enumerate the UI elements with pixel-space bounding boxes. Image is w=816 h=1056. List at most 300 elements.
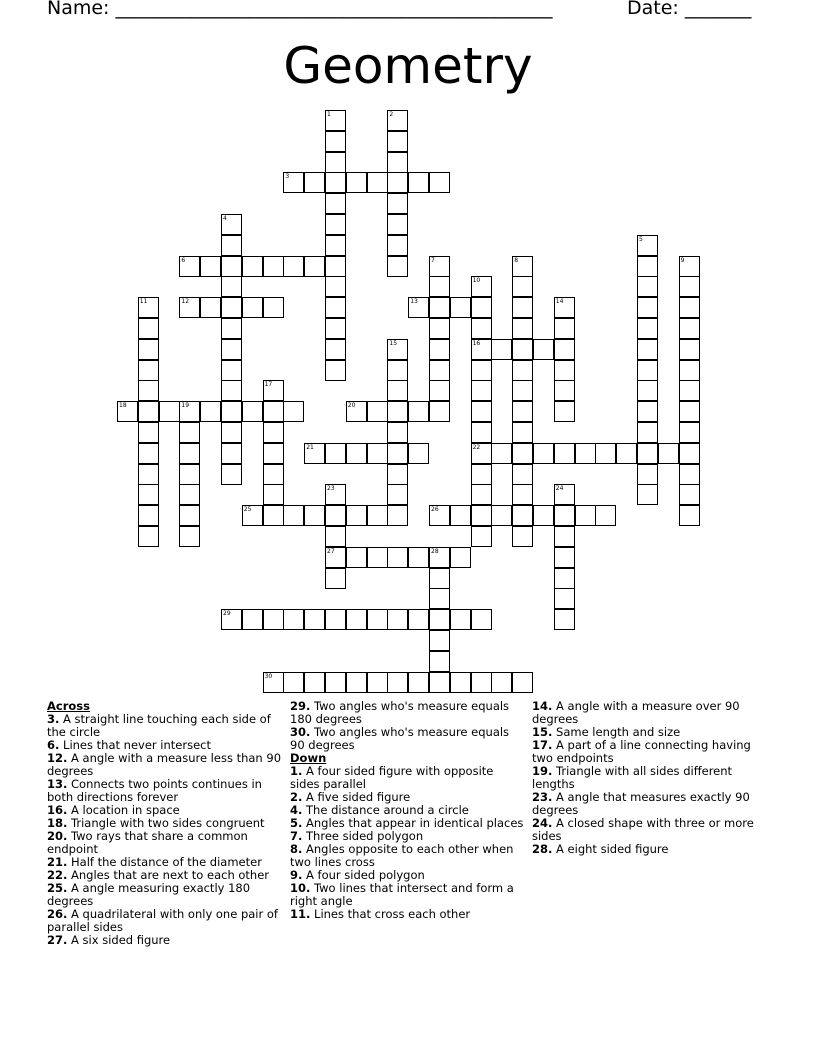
grid-cell[interactable]	[637, 276, 658, 297]
grid-cell[interactable]	[679, 318, 700, 339]
grid-cell[interactable]	[387, 380, 408, 401]
grid-cell[interactable]	[679, 360, 700, 381]
clue-number: 17.	[532, 738, 553, 752]
clue-text: A location in space	[71, 803, 180, 817]
grid-cell[interactable]	[387, 484, 408, 505]
grid-cell[interactable]	[637, 318, 658, 339]
grid-cell[interactable]	[387, 214, 408, 235]
grid-cell[interactable]	[387, 464, 408, 485]
clue-text: Triangle with two sides congruent	[71, 816, 265, 830]
grid-cell[interactable]	[554, 505, 575, 526]
grid-cell[interactable]	[325, 172, 346, 193]
grid-cell[interactable]	[221, 464, 242, 485]
clue-number: 11.	[290, 907, 311, 921]
grid-cell[interactable]	[263, 464, 284, 485]
clue-text: A five sided figure	[306, 790, 411, 804]
grid-cell[interactable]	[325, 505, 346, 526]
grid-cell[interactable]	[471, 422, 492, 443]
clue-text: A angle with a measure over 90 degrees	[532, 699, 740, 726]
clue-number-label: 10	[472, 277, 481, 285]
clue-number: 21.	[47, 855, 68, 869]
grid-cell[interactable]	[263, 484, 284, 505]
clue-number: 14.	[532, 699, 553, 713]
grid-cell[interactable]	[263, 401, 284, 422]
clue-number: 18.	[47, 816, 68, 830]
clue-text: A angle with a measure less than 90 degrees	[47, 751, 282, 778]
clue-text: A six sided figure	[71, 933, 171, 947]
puzzle-title: Geometry	[283, 37, 533, 95]
grid-cell[interactable]	[429, 568, 450, 589]
grid-cell[interactable]	[450, 609, 471, 630]
grid-cell[interactable]	[512, 318, 533, 339]
grid-cell[interactable]	[429, 651, 450, 672]
clue-item	[47, 778, 283, 804]
grid-cell[interactable]	[554, 547, 575, 568]
grid-cell[interactable]	[304, 172, 325, 193]
clue-number: 15.	[532, 725, 553, 739]
grid-cell[interactable]	[658, 443, 679, 464]
grid-cell[interactable]	[346, 547, 367, 568]
grid-cell[interactable]	[138, 422, 159, 443]
clue-text: A eight sided figure	[556, 842, 669, 856]
clue-number-label: 20	[347, 402, 356, 410]
grid-cell[interactable]	[138, 443, 159, 464]
grid-cell[interactable]	[387, 172, 408, 193]
clue-text: Angles opposite to each other when two lines cross	[290, 842, 514, 869]
grid-cell[interactable]	[367, 505, 388, 526]
grid-cell[interactable]	[450, 547, 471, 568]
clue-text: A closed shape with three or more sides	[532, 816, 754, 843]
clue-number: 22.	[47, 868, 68, 882]
grid-cell[interactable]	[408, 443, 429, 464]
grid-cell[interactable]	[263, 609, 284, 630]
grid-cell[interactable]	[346, 609, 367, 630]
grid-cell[interactable]	[533, 443, 554, 464]
clue-number: 6.	[47, 738, 60, 752]
grid-cell[interactable]	[387, 547, 408, 568]
grid-cell[interactable]	[512, 672, 533, 693]
grid-cell[interactable]	[491, 443, 512, 464]
grid-cell[interactable]	[221, 318, 242, 339]
grid-cell[interactable]	[429, 276, 450, 297]
grid-cell[interactable]	[325, 193, 346, 214]
grid-cell[interactable]	[450, 297, 471, 318]
grid-cell[interactable]	[679, 484, 700, 505]
grid-cell[interactable]	[387, 401, 408, 422]
grid-cell[interactable]	[367, 172, 388, 193]
grid-cell[interactable]	[679, 339, 700, 360]
grid-cell[interactable]	[512, 526, 533, 547]
grid-cell[interactable]	[471, 464, 492, 485]
grid-cell[interactable]	[387, 360, 408, 381]
grid-cell[interactable]	[554, 443, 575, 464]
clue-item	[47, 934, 283, 947]
grid-cell[interactable]	[367, 672, 388, 693]
clue-item	[290, 882, 526, 908]
grid-cell[interactable]	[679, 297, 700, 318]
grid-cell[interactable]	[242, 256, 263, 277]
grid-cell[interactable]	[679, 380, 700, 401]
grid-cell[interactable]	[221, 401, 242, 422]
grid-cell[interactable]	[408, 609, 429, 630]
grid-cell[interactable]	[387, 256, 408, 277]
clue-number: 24.	[532, 816, 553, 830]
grid-cell[interactable]	[554, 526, 575, 547]
clue-text: Two lines that intersect and form a right angle	[290, 881, 514, 908]
clue-item	[532, 700, 768, 726]
grid-cell[interactable]	[471, 297, 492, 318]
grid-cell[interactable]	[242, 297, 263, 318]
grid-cell[interactable]	[471, 484, 492, 505]
grid-cell[interactable]	[263, 443, 284, 464]
grid-cell[interactable]	[450, 672, 471, 693]
grid-cell[interactable]	[387, 235, 408, 256]
grid-cell[interactable]	[637, 443, 658, 464]
grid-cell[interactable]	[512, 297, 533, 318]
grid-cell[interactable]	[637, 256, 658, 277]
clue-number-label: 11	[139, 298, 148, 306]
grid-cell[interactable]	[346, 672, 367, 693]
clue-text: A quadrilateral with only one pair of parallel sides	[47, 907, 278, 934]
clue-number: 7.	[290, 829, 303, 843]
grid-cell[interactable]	[221, 443, 242, 464]
clues-column-3	[532, 700, 768, 856]
grid-cell[interactable]	[429, 172, 450, 193]
grid-cell[interactable]	[387, 422, 408, 443]
grid-cell[interactable]	[200, 401, 221, 422]
clue-number-label: 29	[223, 610, 231, 618]
clue-number-label: 13	[410, 298, 418, 306]
grid-cell[interactable]	[221, 360, 242, 381]
grid-cell[interactable]	[408, 672, 429, 693]
clue-text: A four sided polygon	[306, 868, 425, 882]
grid-cell[interactable]	[138, 401, 159, 422]
grid-cell[interactable]	[221, 380, 242, 401]
grid-cell[interactable]	[408, 172, 429, 193]
clue-number: 10.	[290, 881, 311, 895]
clue-text: A straight line touching each side of the circle	[47, 712, 271, 739]
name-field[interactable]: Name: ______________________________________________	[47, 0, 553, 19]
grid-cell[interactable]	[387, 443, 408, 464]
grid-cell[interactable]	[138, 380, 159, 401]
grid-cell[interactable]	[554, 401, 575, 422]
grid-cell[interactable]	[138, 318, 159, 339]
clue-text: Connects two points continues in both directions forever	[47, 777, 262, 804]
grid-cell[interactable]	[138, 464, 159, 485]
grid-cell[interactable]	[179, 422, 200, 443]
grid-cell[interactable]	[595, 443, 616, 464]
clue-item	[532, 739, 768, 765]
grid-cell[interactable]	[512, 505, 533, 526]
clue-number: 27.	[47, 933, 68, 947]
clue-text: Two angles who's measure equals 90 degrees	[290, 725, 510, 752]
clue-number-label: 14	[555, 298, 564, 306]
clue-number-label: 1	[327, 111, 331, 118]
clue-item	[290, 765, 526, 791]
grid-cell[interactable]	[242, 609, 263, 630]
clue-item	[47, 752, 283, 778]
grid-cell[interactable]	[471, 401, 492, 422]
clue-number: 26.	[47, 907, 68, 921]
grid-cell[interactable]	[325, 609, 346, 630]
clue-number-label: 6	[181, 256, 186, 264]
grid-cell[interactable]	[325, 256, 346, 277]
grid-cell[interactable]	[304, 505, 325, 526]
grid-cell[interactable]	[471, 609, 492, 630]
clue-item	[532, 817, 768, 843]
grid-cell[interactable]	[471, 318, 492, 339]
grid-cell[interactable]	[429, 297, 450, 318]
grid-cell[interactable]	[387, 152, 408, 173]
grid-cell[interactable]	[512, 484, 533, 505]
grid-cell[interactable]	[512, 401, 533, 422]
grid-cell[interactable]	[387, 193, 408, 214]
grid-cell[interactable]	[429, 609, 450, 630]
clue-item	[47, 882, 283, 908]
grid-cell[interactable]	[179, 464, 200, 485]
grid-cell[interactable]	[367, 609, 388, 630]
clue-text: A angle that measures exactly 90 degrees	[532, 790, 750, 817]
grid-cell[interactable]	[429, 318, 450, 339]
grid-cell[interactable]	[346, 443, 367, 464]
grid-cell[interactable]	[637, 401, 658, 422]
grid-cell[interactable]	[221, 256, 242, 277]
grid-cell[interactable]	[138, 484, 159, 505]
grid-cell[interactable]	[512, 443, 533, 464]
grid-cell[interactable]	[679, 443, 700, 464]
clue-number: 25.	[47, 881, 68, 895]
grid-cell[interactable]	[221, 297, 242, 318]
grid-cell[interactable]	[283, 672, 304, 693]
grid-cell[interactable]	[512, 464, 533, 485]
grid-cell[interactable]	[179, 526, 200, 547]
clue-item	[47, 830, 283, 856]
grid-cell[interactable]	[325, 526, 346, 547]
grid-cell[interactable]	[346, 172, 367, 193]
grid-cell[interactable]	[491, 505, 512, 526]
grid-cell[interactable]	[367, 547, 388, 568]
clue-number: 19.	[532, 764, 553, 778]
grid-cell[interactable]	[200, 256, 221, 277]
clue-text: Lines that never intersect	[63, 738, 211, 752]
grid-cell[interactable]	[263, 422, 284, 443]
grid-cell[interactable]	[637, 297, 658, 318]
clue-number-label: 18	[119, 402, 127, 410]
clue-number-label: 25	[243, 506, 252, 514]
grid-cell[interactable]	[595, 505, 616, 526]
clue-item	[532, 791, 768, 817]
grid-cell[interactable]	[429, 588, 450, 609]
grid-cell[interactable]	[637, 380, 658, 401]
clue-text: Two angles who's measure equals 180 degrees	[290, 699, 510, 726]
grid-cell[interactable]	[429, 380, 450, 401]
grid-cell[interactable]	[679, 464, 700, 485]
clue-number-label: 8	[514, 256, 519, 264]
clue-item	[290, 908, 526, 921]
grid-cell[interactable]	[263, 297, 284, 318]
grid-cell[interactable]	[179, 443, 200, 464]
grid-cell[interactable]	[325, 339, 346, 360]
grid-cell[interactable]	[325, 360, 346, 381]
grid-cell[interactable]	[304, 609, 325, 630]
clue-number-label: 22	[472, 443, 481, 451]
clue-item	[47, 713, 283, 739]
grid-cell[interactable]	[325, 318, 346, 339]
grid-cell[interactable]	[450, 505, 471, 526]
clue-text: The distance around a circle	[306, 803, 469, 817]
grid-cell[interactable]	[512, 360, 533, 381]
grid-cell[interactable]	[429, 360, 450, 381]
grid-cell[interactable]	[325, 443, 346, 464]
grid-cell[interactable]	[637, 339, 658, 360]
grid-cell[interactable]	[283, 256, 304, 277]
clue-item	[290, 700, 526, 726]
grid-cell[interactable]	[325, 214, 346, 235]
grid-cell[interactable]	[512, 339, 533, 360]
grid-cell[interactable]	[221, 422, 242, 443]
grid-cell[interactable]	[387, 672, 408, 693]
clue-number: 23.	[532, 790, 553, 804]
clue-number: 3.	[47, 712, 60, 726]
clue-number: 12.	[47, 751, 68, 765]
grid-cell[interactable]	[429, 339, 450, 360]
clue-number: 8.	[290, 842, 303, 856]
grid-cell[interactable]	[679, 401, 700, 422]
clue-number-label: 2	[389, 111, 394, 118]
grid-cell[interactable]	[325, 235, 346, 256]
clue-number-label: 17	[264, 381, 273, 389]
grid-cell[interactable]	[325, 131, 346, 152]
clue-text: Half the distance of the diameter	[71, 855, 262, 869]
clue-number: 4.	[290, 803, 303, 817]
clue-item	[532, 843, 768, 856]
grid-cell[interactable]	[471, 672, 492, 693]
grid-cell[interactable]	[367, 443, 388, 464]
grid-cell[interactable]	[242, 401, 263, 422]
clue-number: 30.	[290, 725, 311, 739]
clue-number-label: 16	[472, 339, 481, 347]
clue-text: Lines that cross each other	[314, 907, 471, 921]
grid-cell[interactable]	[533, 505, 554, 526]
clue-number-label: 27	[327, 547, 335, 555]
grid-cell[interactable]	[138, 360, 159, 381]
grid-cell[interactable]	[263, 256, 284, 277]
grid-cell[interactable]	[637, 422, 658, 443]
grid-cell[interactable]	[138, 505, 159, 526]
grid-cell[interactable]	[387, 609, 408, 630]
grid-cell[interactable]	[554, 588, 575, 609]
grid-cell[interactable]	[512, 276, 533, 297]
clue-text: Angles that appear in identical places	[306, 816, 524, 830]
grid-cell[interactable]	[387, 505, 408, 526]
clue-number-label: 9	[680, 256, 685, 264]
grid-cell[interactable]	[221, 276, 242, 297]
clues-column-1	[47, 700, 283, 947]
grid-cell[interactable]	[554, 380, 575, 401]
grid-cell[interactable]	[491, 672, 512, 693]
grid-cell[interactable]	[346, 505, 367, 526]
grid-cell[interactable]	[325, 672, 346, 693]
grid-cell[interactable]	[554, 609, 575, 630]
grid-cell[interactable]	[138, 339, 159, 360]
grid-cell[interactable]	[325, 297, 346, 318]
grid-cell[interactable]	[512, 380, 533, 401]
grid-cell[interactable]	[637, 464, 658, 485]
grid-cell[interactable]	[471, 505, 492, 526]
clue-number: 5.	[290, 816, 303, 830]
across-heading: Across	[47, 699, 90, 713]
grid-cell[interactable]	[554, 568, 575, 589]
clue-item	[290, 726, 526, 752]
grid-cell[interactable]	[304, 672, 325, 693]
grid-cell[interactable]	[325, 152, 346, 173]
grid-cell[interactable]	[367, 401, 388, 422]
grid-cell[interactable]	[471, 360, 492, 381]
grid-cell[interactable]	[179, 484, 200, 505]
grid-cell[interactable]	[512, 422, 533, 443]
clue-text: A angle measuring exactly 180 degrees	[47, 881, 251, 908]
grid-cell[interactable]	[575, 505, 596, 526]
grid-cell[interactable]	[533, 339, 554, 360]
grid-cell[interactable]	[325, 568, 346, 589]
grid-cell[interactable]	[283, 609, 304, 630]
grid-cell[interactable]	[554, 339, 575, 360]
grid-cell[interactable]	[283, 505, 304, 526]
clue-number-label: 15	[389, 339, 398, 347]
grid-cell[interactable]	[283, 401, 304, 422]
grid-cell[interactable]	[408, 401, 429, 422]
grid-cell[interactable]	[138, 526, 159, 547]
clue-text: A four sided figure with opposite sides parallel	[290, 764, 494, 791]
clue-number-label: 4	[223, 215, 227, 222]
grid-cell[interactable]	[491, 339, 512, 360]
grid-cell[interactable]	[554, 360, 575, 381]
grid-cell[interactable]	[679, 276, 700, 297]
clue-number: 16.	[47, 803, 68, 817]
grid-cell[interactable]	[221, 235, 242, 256]
clue-number: 1.	[290, 764, 303, 778]
date-field[interactable]: Date: _______	[627, 0, 752, 19]
grid-cell[interactable]	[429, 401, 450, 422]
grid-cell[interactable]	[179, 505, 200, 526]
grid-cell[interactable]	[637, 360, 658, 381]
grid-cell[interactable]	[221, 339, 242, 360]
grid-cell[interactable]	[408, 547, 429, 568]
grid-cell[interactable]	[637, 484, 658, 505]
clue-number: 20.	[47, 829, 68, 843]
clue-number-label: 12	[181, 298, 190, 306]
clue-number-label: 5	[639, 235, 643, 243]
clue-item	[532, 765, 768, 791]
grid-cell[interactable]	[429, 672, 450, 693]
grid-cell[interactable]	[471, 380, 492, 401]
clue-number: 2.	[290, 790, 303, 804]
grid-cell[interactable]	[159, 401, 180, 422]
grid-cell[interactable]	[471, 526, 492, 547]
grid-cell[interactable]	[429, 630, 450, 651]
grid-cell[interactable]	[200, 297, 221, 318]
grid-cell[interactable]	[325, 276, 346, 297]
grid-cell[interactable]	[616, 443, 637, 464]
grid-cell[interactable]	[387, 131, 408, 152]
grid-cell[interactable]	[304, 256, 325, 277]
grid-cell[interactable]	[263, 505, 284, 526]
grid-cell[interactable]	[554, 318, 575, 339]
grid-cell[interactable]	[679, 505, 700, 526]
clue-number-label: 30	[264, 672, 273, 680]
grid-cell[interactable]	[679, 422, 700, 443]
grid-cell[interactable]	[575, 443, 596, 464]
